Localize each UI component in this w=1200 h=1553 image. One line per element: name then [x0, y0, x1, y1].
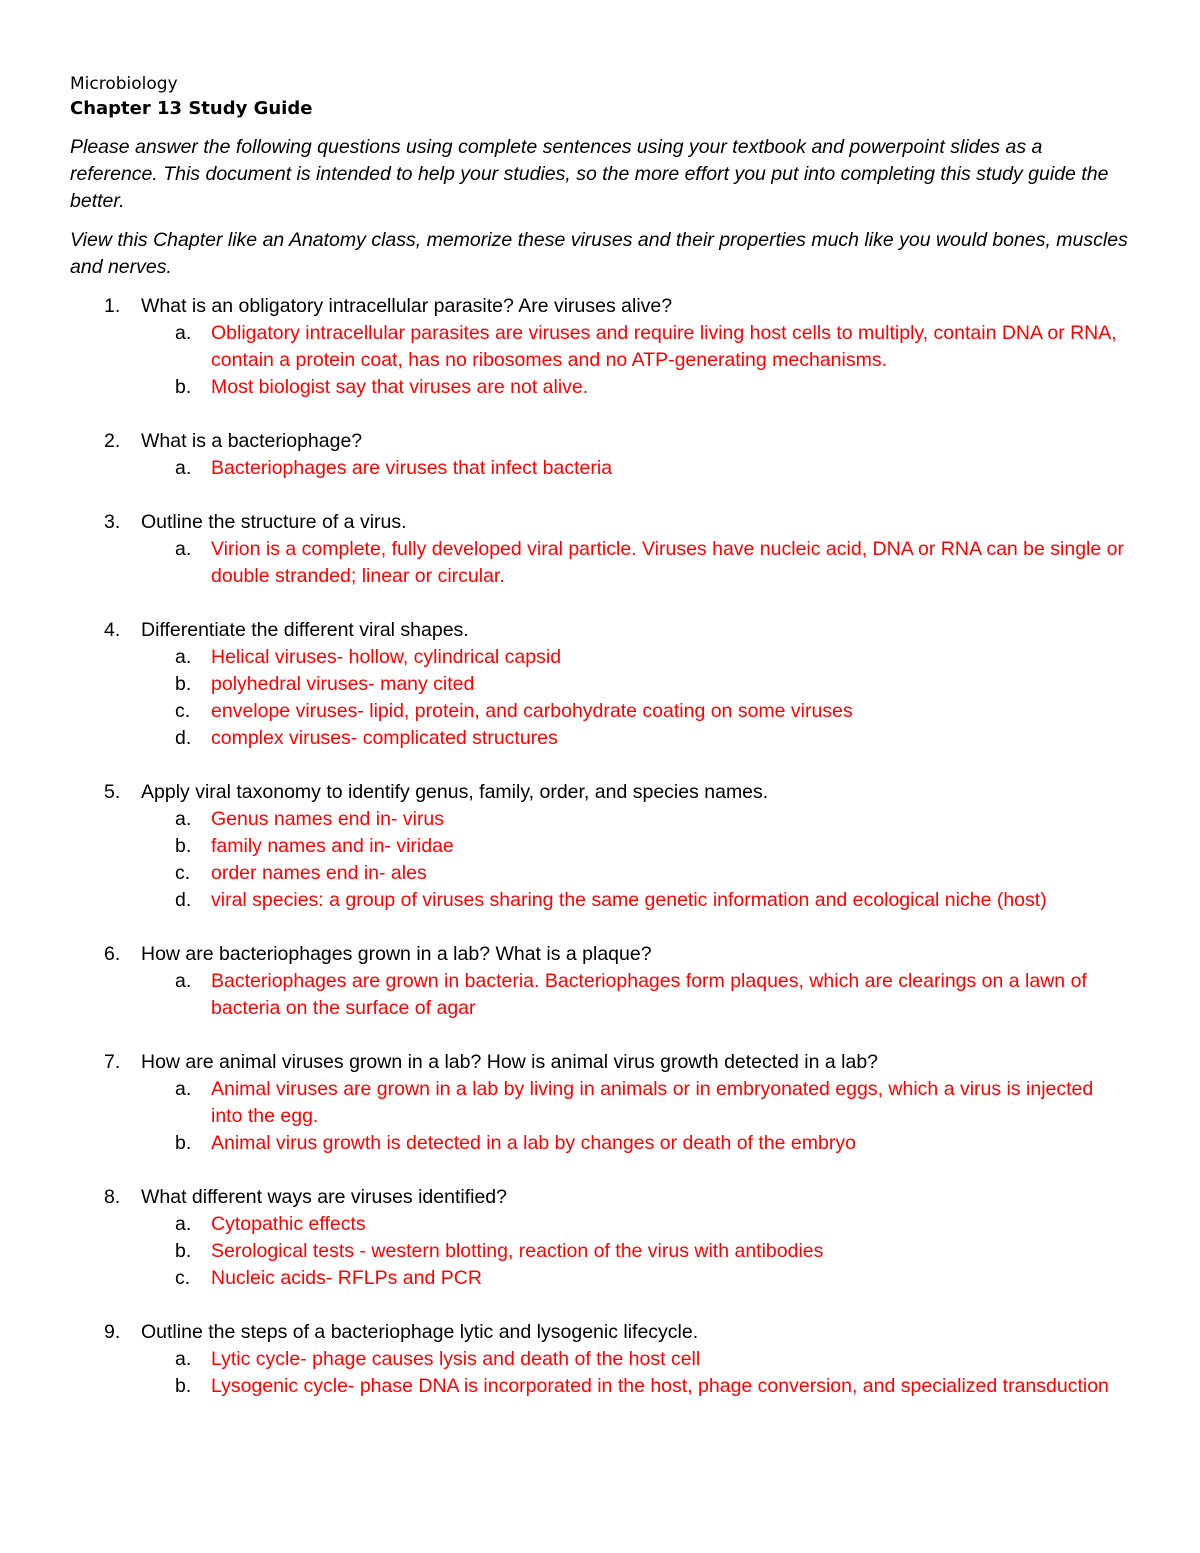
answer-item — [70, 860, 1130, 887]
question-row — [70, 428, 1130, 455]
answer-list — [70, 1076, 1130, 1157]
answer-text: complex viruses- complicated structures — [211, 727, 558, 749]
answer-list — [70, 968, 1130, 1022]
answer-item — [70, 1346, 1130, 1373]
answer-text: Most biologist say that viruses are not alive. — [211, 376, 589, 398]
answer-letter: b. — [175, 1375, 192, 1397]
question-number: 3. — [104, 511, 121, 533]
answer-letter: b. — [175, 1132, 192, 1154]
answer-item — [70, 671, 1130, 698]
answer-text: polyhedral viruses- many cited — [211, 673, 475, 695]
question-list — [70, 293, 1130, 1400]
answer-letter: a. — [175, 457, 192, 479]
question-item — [70, 941, 1130, 1022]
question-text: How are bacteriophages grown in a lab? What is a plaque? — [141, 943, 652, 965]
question-item — [70, 1049, 1130, 1157]
question-number: 4. — [104, 619, 121, 641]
question-row — [70, 779, 1130, 806]
answer-list — [70, 1346, 1130, 1400]
answer-letter: b. — [175, 1240, 192, 1262]
answer-list — [70, 320, 1130, 401]
question-number: 6. — [104, 943, 121, 965]
question-number: 5. — [104, 781, 121, 803]
answer-item — [70, 1076, 1130, 1130]
question-item — [70, 428, 1130, 482]
answer-item — [70, 644, 1130, 671]
question-text: What is a bacteriophage? — [141, 430, 363, 452]
answer-list — [70, 536, 1130, 590]
answer-text: Bacteriophages are grown in bacteria. Bacteriophages form plaques, which are clearings on a lawn of bacteria on the surface of agar — [211, 970, 1087, 1019]
answer-text: Lytic cycle- phage causes lysis and death of the host cell — [211, 1348, 701, 1370]
question-number: 8. — [104, 1186, 121, 1208]
question-text: What is an obligatory intracellular parasite? Are viruses alive? — [141, 295, 673, 317]
answer-letter: a. — [175, 1213, 192, 1235]
question-text: How are animal viruses grown in a lab? How is animal virus growth detected in a lab? — [141, 1051, 879, 1073]
question-number: 1. — [104, 295, 121, 317]
answer-letter: a. — [175, 1348, 192, 1370]
answer-letter: a. — [175, 322, 192, 344]
answer-letter: d. — [175, 889, 192, 911]
answer-text: Obligatory intracellular parasites are viruses and require living host cells to multiply, contain DNA or RNA, contain a protein coat, has no ribosomes and no ATP-generating mechanisms. — [211, 322, 1117, 371]
answer-letter: a. — [175, 538, 192, 560]
answer-item — [70, 320, 1130, 374]
answer-list — [70, 455, 1130, 482]
answer-text: envelope viruses- lipid, protein, and carbohydrate coating on some viruses — [211, 700, 853, 722]
answer-text: order names end in- ales — [211, 862, 427, 884]
answer-item — [70, 1265, 1130, 1292]
answer-text: Helical viruses- hollow, cylindrical capsid — [211, 646, 562, 668]
answer-text: Serological tests - western blotting, reaction of the virus with antibodies — [211, 1240, 824, 1262]
answer-item — [70, 1211, 1130, 1238]
answer-letter: c. — [175, 1267, 191, 1289]
answer-letter: a. — [175, 1078, 192, 1100]
question-item — [70, 509, 1130, 590]
question-row — [70, 293, 1130, 320]
question-text: What different ways are viruses identified? — [141, 1186, 507, 1208]
answer-text: family names and in- viridae — [211, 835, 454, 857]
question-row — [70, 617, 1130, 644]
question-row — [70, 509, 1130, 536]
answer-letter: b. — [175, 673, 192, 695]
answer-list — [70, 644, 1130, 752]
document-page — [70, 72, 1130, 1427]
question-item — [70, 779, 1130, 914]
question-text: Apply viral taxonomy to identify genus, family, order, and species names. — [141, 781, 769, 803]
answer-letter: a. — [175, 970, 192, 992]
document-title: Chapter 13 Study Guide — [70, 98, 313, 119]
answer-letter: c. — [175, 700, 191, 722]
answer-letter: d. — [175, 727, 192, 749]
answer-text: viral species: a group of viruses sharing the same genetic information and ecological niche (host) — [211, 889, 1047, 911]
answer-list — [70, 806, 1130, 914]
answer-text: Animal viruses are grown in a lab by living in animals or in embryonated eggs, which a virus is injected into the egg. — [211, 1078, 1094, 1127]
answer-item — [70, 698, 1130, 725]
answer-letter: c. — [175, 862, 191, 884]
question-text: Outline the steps of a bacteriophage lytic and lysogenic lifecycle. — [141, 1321, 699, 1343]
answer-item — [70, 806, 1130, 833]
answer-item — [70, 833, 1130, 860]
answer-letter: b. — [175, 835, 192, 857]
question-item — [70, 617, 1130, 752]
answer-letter: a. — [175, 808, 192, 830]
answer-text: Nucleic acids- RFLPs and PCR — [211, 1267, 482, 1289]
answer-letter: a. — [175, 646, 192, 668]
answer-item — [70, 887, 1130, 914]
intro-paragraph-anatomy: View this Chapter like an Anatomy class, memorize these viruses and their properties much like you would bones, muscles and nerves. — [70, 229, 1128, 278]
question-row — [70, 1319, 1130, 1346]
answer-text: Animal virus growth is detected in a lab by changes or death of the embryo — [211, 1132, 856, 1154]
answer-item — [70, 968, 1130, 1022]
answer-item — [70, 1238, 1130, 1265]
answer-item — [70, 536, 1130, 590]
answer-item — [70, 1373, 1130, 1400]
question-text: Differentiate the different viral shapes. — [141, 619, 469, 641]
question-row — [70, 1184, 1130, 1211]
question-row — [70, 1049, 1130, 1076]
answer-text: Bacteriophages are viruses that infect bacteria — [211, 457, 613, 479]
answer-text: Genus names end in- virus — [211, 808, 445, 830]
question-item — [70, 1184, 1130, 1292]
answer-text: Lysogenic cycle- phase DNA is incorporated in the host, phage conversion, and specialized transduction — [211, 1375, 1109, 1397]
question-item — [70, 1319, 1130, 1400]
question-item — [70, 293, 1130, 401]
question-row — [70, 941, 1130, 968]
question-number: 9. — [104, 1321, 121, 1343]
answer-text: Cytopathic effects — [211, 1213, 366, 1235]
course-name: Microbiology — [70, 74, 178, 94]
intro-paragraph-instructions: Please answer the following questions using complete sentences using your textbook and powerpoint slides as a reference. This document is intended to help your studies, so the more effort you put into completing this study guide the better. — [70, 136, 1109, 212]
question-text: Outline the structure of a virus. — [141, 511, 407, 533]
answer-item — [70, 374, 1130, 401]
answer-letter: b. — [175, 376, 192, 398]
answer-item — [70, 1130, 1130, 1157]
question-number: 2. — [104, 430, 121, 452]
answer-item — [70, 725, 1130, 752]
answer-text: Virion is a complete, fully developed viral particle. Viruses have nucleic acid, DNA or RNA can be single or double stranded; linear or circular. — [211, 538, 1124, 587]
answer-list — [70, 1211, 1130, 1292]
question-number: 7. — [104, 1051, 121, 1073]
answer-item — [70, 455, 1130, 482]
